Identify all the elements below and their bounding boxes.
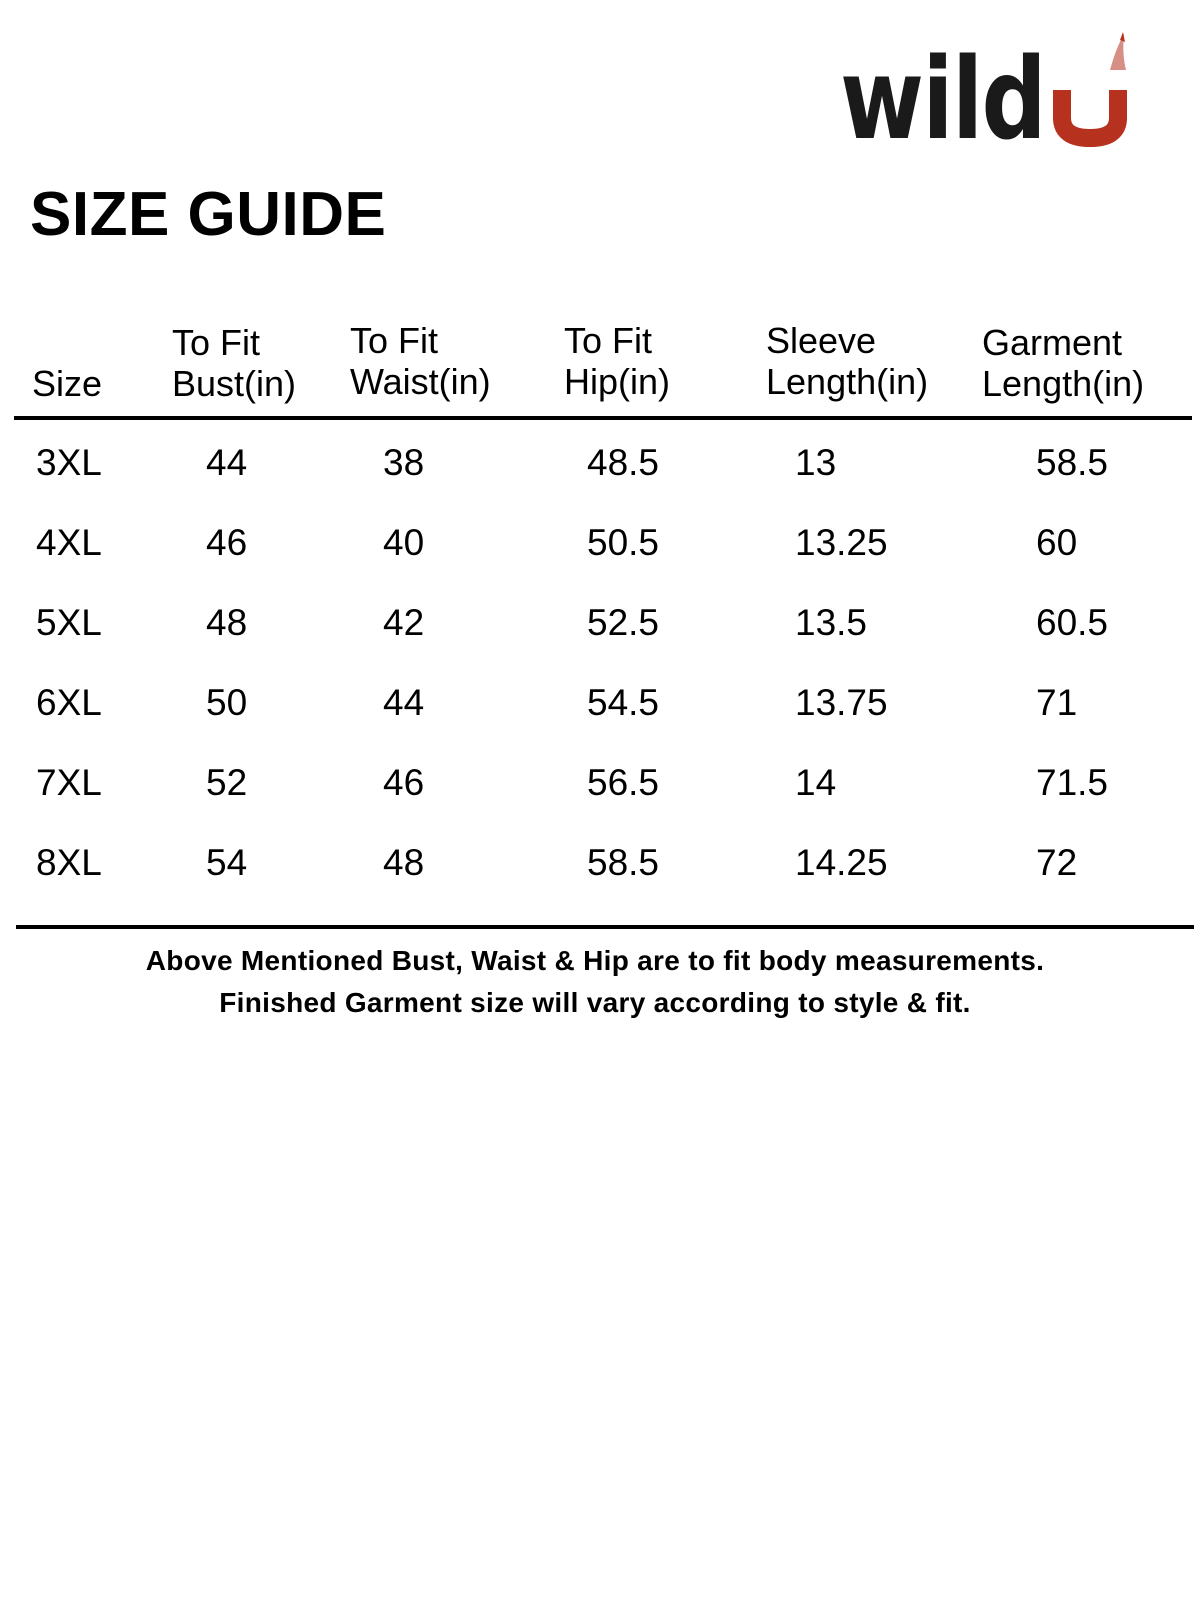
- cell-sleeve: 13.75: [795, 682, 888, 723]
- header-sleeve-line1: Sleeve: [766, 320, 877, 361]
- header-size: [32, 322, 102, 404]
- cell-hip: 50.5: [587, 522, 660, 563]
- wild-u-logo-image: [840, 30, 1150, 150]
- cell-hip: 56.5: [587, 762, 660, 803]
- table-row: [0, 761, 1200, 811]
- cell-size: 4XL: [36, 522, 102, 563]
- header-bust-line1: To Fit: [172, 322, 261, 363]
- cell-size: 3XL: [36, 442, 102, 483]
- cell-waist: 48: [383, 842, 425, 883]
- cell-bust: 54: [206, 842, 248, 883]
- note-line-1: Above Mentioned Bust, Waist & Hip are to fit body measurements.: [145, 945, 1045, 976]
- cell-hip: 54.5: [587, 682, 660, 723]
- header-divider: [14, 416, 1192, 420]
- cell-size: 5XL: [36, 602, 102, 643]
- header-sleeve-line2: Length(in): [766, 361, 929, 402]
- cell-waist: 38: [383, 442, 425, 483]
- header-waist-line1: To Fit: [350, 320, 439, 361]
- cell-size: 6XL: [36, 682, 102, 723]
- table-row: [0, 841, 1200, 891]
- cell-sleeve: 13: [795, 442, 837, 483]
- cell-bust: 52: [206, 762, 248, 803]
- header-size-line2: Size: [32, 363, 103, 404]
- svg-text:wild: wild: [840, 35, 1045, 150]
- cell-garment: 71.5: [1036, 762, 1109, 803]
- cell-hip: 58.5: [587, 842, 660, 883]
- footer-divider: [16, 925, 1194, 929]
- header-waist-line2: Waist(in): [350, 361, 491, 402]
- header-garment-line2: Length(in): [982, 363, 1145, 404]
- cell-size: 8XL: [36, 842, 102, 883]
- cell-size: 7XL: [36, 762, 102, 803]
- cell-garment: 60: [1036, 522, 1078, 563]
- cell-garment: 58.5: [1036, 442, 1109, 483]
- cell-sleeve: 14: [795, 762, 837, 803]
- header-waist: [350, 320, 491, 402]
- table-row: [0, 441, 1200, 491]
- header-hip-line1: To Fit: [564, 320, 653, 361]
- cell-sleeve: 13.25: [795, 522, 888, 563]
- page-title: SIZE GUIDE: [30, 180, 387, 249]
- table-row: [0, 601, 1200, 651]
- header-sleeve: [766, 320, 928, 402]
- brand-logo: [840, 30, 1150, 150]
- cell-waist: 44: [383, 682, 425, 723]
- cell-garment: 60.5: [1036, 602, 1109, 643]
- cell-bust: 50: [206, 682, 248, 723]
- cell-bust: 48: [206, 602, 248, 643]
- cell-waist: 40: [383, 522, 425, 563]
- header-bust: [172, 322, 296, 404]
- header-size-line1: [32, 322, 102, 363]
- header-garment: [982, 322, 1144, 404]
- header-garment-line1: Garment: [982, 322, 1123, 363]
- header-hip-line2: Hip(in): [564, 361, 671, 402]
- table-row: [0, 521, 1200, 571]
- cell-garment: 71: [1036, 682, 1078, 723]
- cell-waist: 46: [383, 762, 425, 803]
- header-bust-line2: Bust(in): [172, 363, 297, 404]
- cell-bust: 44: [206, 442, 248, 483]
- cell-hip: 48.5: [587, 442, 660, 483]
- note-line-2: Finished Garment size will vary according to style & fit.: [219, 987, 971, 1018]
- cell-garment: 72: [1036, 842, 1078, 883]
- table-row: [0, 681, 1200, 731]
- cell-waist: 42: [383, 602, 425, 643]
- cell-sleeve: 14.25: [795, 842, 888, 883]
- cell-bust: 46: [206, 522, 248, 563]
- cell-hip: 52.5: [587, 602, 660, 643]
- cell-sleeve: 13.5: [795, 602, 868, 643]
- header-hip: [564, 320, 670, 402]
